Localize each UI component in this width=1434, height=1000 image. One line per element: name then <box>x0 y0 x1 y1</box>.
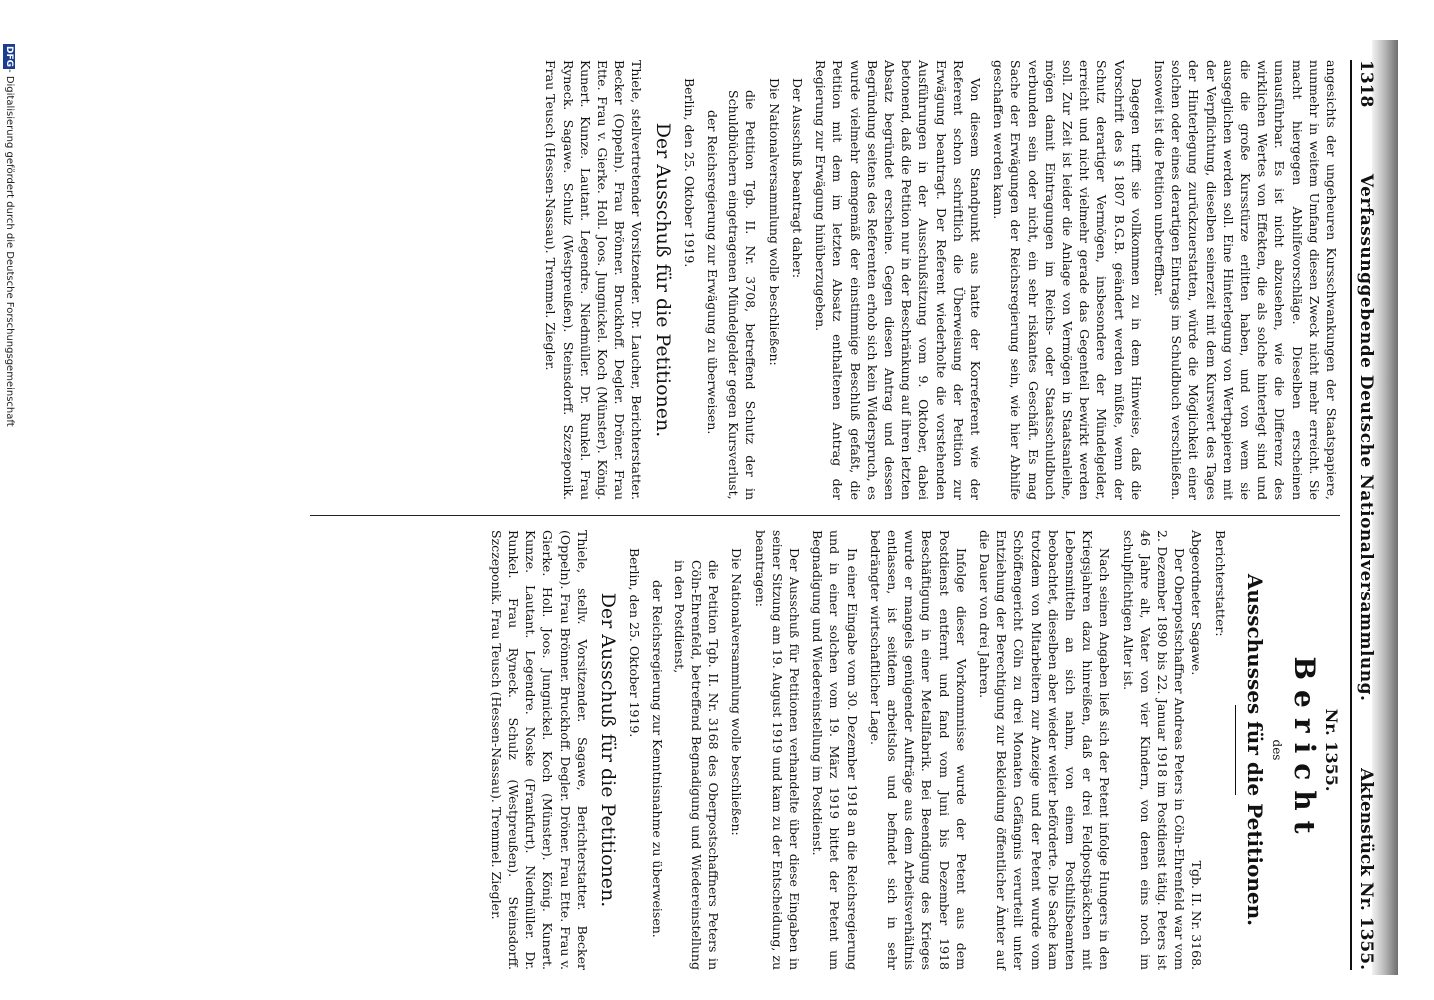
dfg-logo: DFG <box>4 46 14 68</box>
left-motion-petition: die Petition Tgb. II. Nr. 3708, betreffend Schutz der in Schuldbüchern eingetragenen Mündelgelder gegen Kursverlust, <box>726 90 759 500</box>
digitisation-note <box>2 40 16 990</box>
committee-title: Ausschusses für die Petitionen. <box>1242 573 1267 927</box>
title-rule <box>1235 705 1236 795</box>
page-number: 1318 <box>1356 60 1376 108</box>
journal-number: Tgb. II. Nr. 3168. <box>1189 860 1205 970</box>
page-title: Verfassunggebende Deutsche Nationalversammlung. <box>1356 174 1376 702</box>
right-motion-action: der Reichsregierung zur Kenntnisnahme zu überweisen. <box>650 580 666 938</box>
report-title: Bericht <box>1287 656 1321 844</box>
left-committee-heading: Der Ausschuß für die Petitionen. <box>651 122 674 438</box>
right-paragraph-3: Infolge dieser Vorkommnisse wurde der Petent aus dem Postdienst entfernt und fand vom Juni bis Dezember 1918 Beschäftigung in einer Metallfabrik. Bei Beendigung des Krieges wurde er mangels genügender Aufträge aus dem Arbeitsverhältnis entlassen, ist seitdem arbeitslos und befindet sich in sehr bedrängter wirtschaftlicher Lage. <box>867 530 969 970</box>
left-motion-resolve: Die Nationalversammlung wolle beschließen: <box>766 78 782 366</box>
right-paragraph-4: In einer Eingabe vom 30. Dezember 1918 an die Reichsregierung und in einer solchen vom 19. März 1919 bittet der Petent um Begnadigung und Wiedereinstellung im Postdienst. <box>810 530 860 970</box>
reporter-label: Berichterstatter: <box>1212 530 1228 637</box>
right-committee-heading: Der Ausschuß für die Petitionen. <box>597 592 620 908</box>
right-motion-petition: die Petition Tgb. II. Nr. 3168 des Oberpostschaffners Peters in Cöln-Ehrenfeld, betreffend Begnadigung und Wiedereinstellung in den Postdienst, <box>671 560 722 970</box>
left-paragraph-2: Dagegen trifft sie vollkommen zu in dem Hinweise, daß die Vorschrift des § 1807 B.G.B. geändert werden müßte, wenn der Schutz derartiger Vermögen, insbesondere der Mündelgelder, erreicht und nicht vielmehr gerade das Gegenteil bewirkt werden soll. Zur Zeit ist leider die Anlage von Vermögen in Staatsanleihe, mögen damit Eintragungen im Reichs- oder Staatsschuldbuch verbunden sein oder nicht, ein sehr riskantes Geschäft. Es mag Sache der Erwägungen der Reichsregierung sein, wie hier Abhilfe geschaffen werden kann. <box>991 60 1144 500</box>
right-column <box>300 530 1340 970</box>
reporter-name: Abgeordneter Sagawe. <box>1189 530 1205 676</box>
right-paragraph-1: Der Oberpostschaffner Andreas Peters in Cöln-Ehrenfeld war vom 2. Dezember 1890 bis 22. Januar 1918 im Postdienst tätig. Peters ist 46 Jahre alt, Vater von vier Kindern, von denen eins noch im schulpflichtigen Alter ist. <box>1120 530 1188 970</box>
document-ref: Aktenstück Nr. 1355. <box>1356 768 1376 970</box>
left-member-list: Thiele, stellvertretender Vorsitzender. Dr. Laucher, Berichterstatter. Becker (Oppeln). Frau Brönner. Bruckhoff. Degler. Dröner. Frau Ette. Frau v. Gierke. Holl. Joos. Jungnickel. Koch (Münster). König. Kunert. Kunze. Lautant. Legendre. Niedmüller. Dr. Runkel. Frau Ryneck. Sagawe. Schulz (Westpreußen). Steinsdorff. Szczeponik. Frau Teusch (Hessen-Nassau). Tremmel. Ziegler. <box>543 60 645 500</box>
page-header <box>1350 60 1380 970</box>
left-paragraph-3: Von diesem Standpunkt aus hatte der Korreferent wie der Referent schon schriftlich die Überweisung der Petition zur Erwägung beantragt. Der Referent wiederholte die vorstehenden Ausführungen in der Ausschußsitzung vom 9. Oktober, dabei betonend, daß die Petition nur in der Beschränkung auf ihren letzten Absatz begründet erscheine. Gegen diesen Antrag und dessen Begründung seitens des Referenten erhob sich kein Widerspruch, es wurde vielmehr demgemäß der einstimmige Beschluß gefaßt, die Petition mit dem im letzten Absatz enthaltenen Antrag der Regierung zur Erwägung hinüberzugeben. <box>813 60 983 500</box>
right-motion-resolve: Die Nationalversammlung wolle beschließen: <box>729 548 745 836</box>
report-des: des <box>1269 739 1284 761</box>
right-date: Berlin, den 25. Oktober 1919. <box>627 548 643 738</box>
left-paragraph-1: angesichts der ungeheuren Kursschwankungen der Staatspapiere, nunmehr in weitem Umfang diesen Zweck nicht mehr erreicht. Sie macht hiergegen Abhilfevorschläge. Dieselben erscheinen unausführbar. Es ist nicht abzusehen, wie die Differenz des wirklichen Wertes von Effekten, die als solche hinterlegt sind und die die große Kursstürze erlitten haben, und von wem sie ausgeglichen werden soll. Eine Hinterlegung von Wertpapieren mit der Verpflichtung, dieselben seinerzeit mit dem Kurswert des Tages der Hinterlegung zurückzuerstatten, würde die Möglichkeit einer solchen oder eines derartigen Eintrags im Schuldbuch verschließen. Insoweit ist die Petition unbetreffbar. <box>1151 60 1339 500</box>
rotated-page <box>300 60 1380 970</box>
right-paragraph-2: Nach seinen Angaben ließ sich der Petent infolge Hungers in den Kriegsjahren dazu hinreißen, daß er drei Feldpostpäckchen mit Lebensmitteln an sich nahm, von einem Posthilfsbeamten beobachtet, dieselben aber wieder weiter beförderte. Die Sache kam trotzdem von Mitarbeitern zur Anzeige und der Petent wurde vom Schöffengericht Cöln zu drei Monaten Gefängnis verurteilt unter Entziehung der Berechtigung zur Bekleidung öffentlicher Ämter auf die Dauer von drei Jahren. <box>976 530 1113 970</box>
left-date: Berlin, den 25. Oktober 1919. <box>681 78 697 268</box>
digitisation-text: Digitalisierung gefördert durch die Deutsche Forschungsgemeinschaft - <box>4 69 15 427</box>
left-motion-action: der Reichsregierung zur Erwägung zu überweisen. <box>705 110 721 435</box>
right-member-list: Thiele, stellv. Vorsitzender. Sagawe, Berichterstatter. Becker (Oppeln). Frau Brönner. Bruckhoff. Degler. Dröner. Frau Ette. Frau v. Gierke. Holl. Joos. Jungnickel. Koch (Münster). König. Kunert. Kunze. Lautant. Legendre. Noske (Frankfurt). Niedmüller. Dr. Runkel. Frau Ryneck. Schulz (Westpreußen). Steinsdorff. Szczeponik. Frau Teusch (Hessen-Nassau). Tremmel. Ziegler. <box>488 530 590 970</box>
reporter-line <box>1188 530 1205 970</box>
report-number: Nr. 1355. <box>1322 708 1341 792</box>
column-divider <box>310 515 1340 516</box>
right-paragraph-5: Der Ausschuß für Petitionen verhandelte über diese Eingaben in seiner Sitzung am 19. August 1919 und kam zu der Entscheidung, zu beantragen: <box>752 530 802 970</box>
left-motion-intro: Der Ausschuß beantragt daher: <box>789 78 805 279</box>
left-column <box>300 60 1340 500</box>
